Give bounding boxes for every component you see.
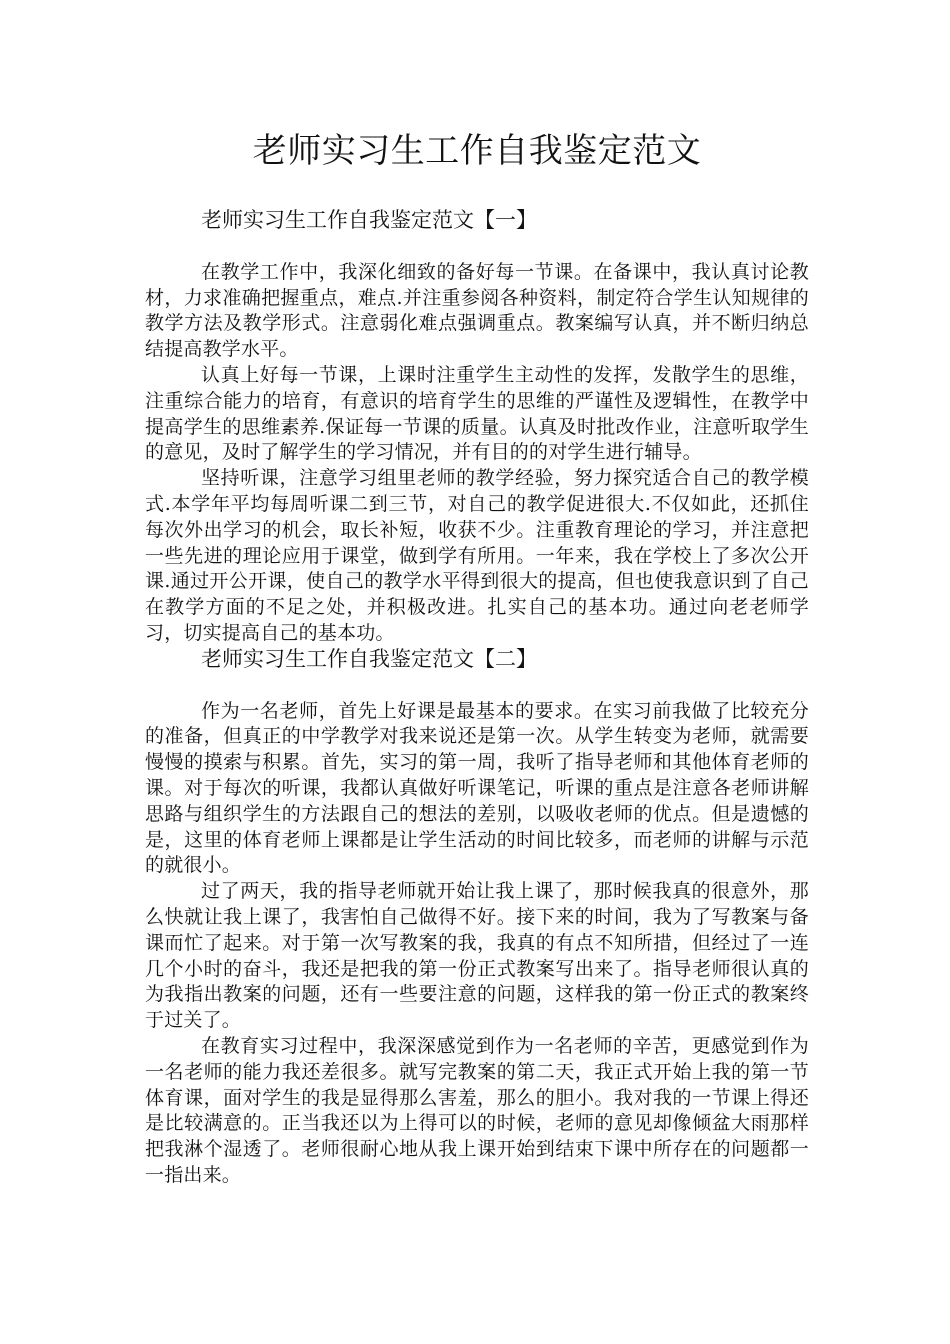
paragraph: 在教育实习过程中，我深深感觉到作为一名老师的辛苦，更感觉到作为一名老师的能力我还差很多。就写完教案的第二天，我正式开始上我的第一节体育课，面对学生的我是显得那么害羞，那么的胆小。我对我的一节课上得还是比较满意的。正当我还以为上得可以的时候，老师的意见却像倾盆大雨那样把我淋个湿透了。老师很耐心地从我上课开始到结束下课中所存在的问题都一一指出来。 (145, 1034, 809, 1186)
paragraph: 在教学工作中，我深化细致的备好每一节课。在备课中，我认真讨论教材，力求准确把握重点，难点.并注重参阅各种资料，制定符合学生认知规律的教学方法及教学形式。注意弱化难点强调重点。教案编写认真，并不断归纳总结提高教学水平。 (145, 260, 809, 361)
paragraph: 过了两天，我的指导老师就开始让我上课了，那时候我真的很意外，那么快就让我上课了，我害怕自己做得不好。接下来的时间，我为了写教案与备课而忙了起来。对于第一次写教案的我，我真的有点不知所措，但经过了一连几个小时的奋斗，我还是把我的第一份正式教案写出来了。指导老师很认真的为我指出教案的问题，还有一些要注意的问题，这样我的第一份正式的教案终于过关了。 (145, 880, 809, 1032)
section-heading: 老师实习生工作自我鉴定范文【二】 (201, 646, 537, 671)
document-page (145, 128, 809, 1189)
paragraph: 作为一名老师，首先上好课是最基本的要求。在实习前我做了比较充分的准备，但真正的中学教学对我来说还是第一次。从学生转变为老师，就需要慢慢的摸索与积累。首先，实习的第一周，我听了指导老师和其他体育老师的课。对于每次的听课，我都认真做好听课笔记，听课的重点是注意各老师讲解思路与组织学生的方法跟自己的想法的差别，以吸收老师的优点。但是遗憾的是，这里的体育老师上课都是让学生活动的时间比较多，而老师的讲解与示范的就很小。 (145, 699, 809, 877)
section-heading: 老师实习生工作自我鉴定范文【一】 (201, 208, 537, 232)
section-one (145, 208, 809, 647)
document-title: 老师实习生工作自我鉴定范文 (252, 131, 702, 171)
paragraph: 坚持听课，注意学习组里老师的教学经验，努力探究适合自己的教学模式.本学年平均每周听课二到三节，对自己的教学促进很大.不仅如此，还抓住每次外出学习的机会，取长补短，收获不少。注重教育理论的学习，并注意把一些先进的理论应用于课堂，做到学有所用。一年来，我在学校上了多次公开课.通过开公开课，使自己的教学水平得到很大的提高，但也使我意识到了自己在教学方面的不足之处，并积极改进。扎实自己的基本功。通过向老老师学习，切实提高自己的基本功。 (145, 467, 809, 644)
section-two (145, 647, 809, 1189)
paragraph: 认真上好每一节课，上课时注重学生主动性的发挥，发散学生的思维，注重综合能力的培育，有意识的培育学生的思维的严谨性及逻辑性，在教学中提高学生的思维素养.保证每一节课的质量。认真及时批改作业，注意听取学生的意见，及时了解学生的学习情况，并有目的的对学生进行辅导。 (145, 363, 809, 464)
